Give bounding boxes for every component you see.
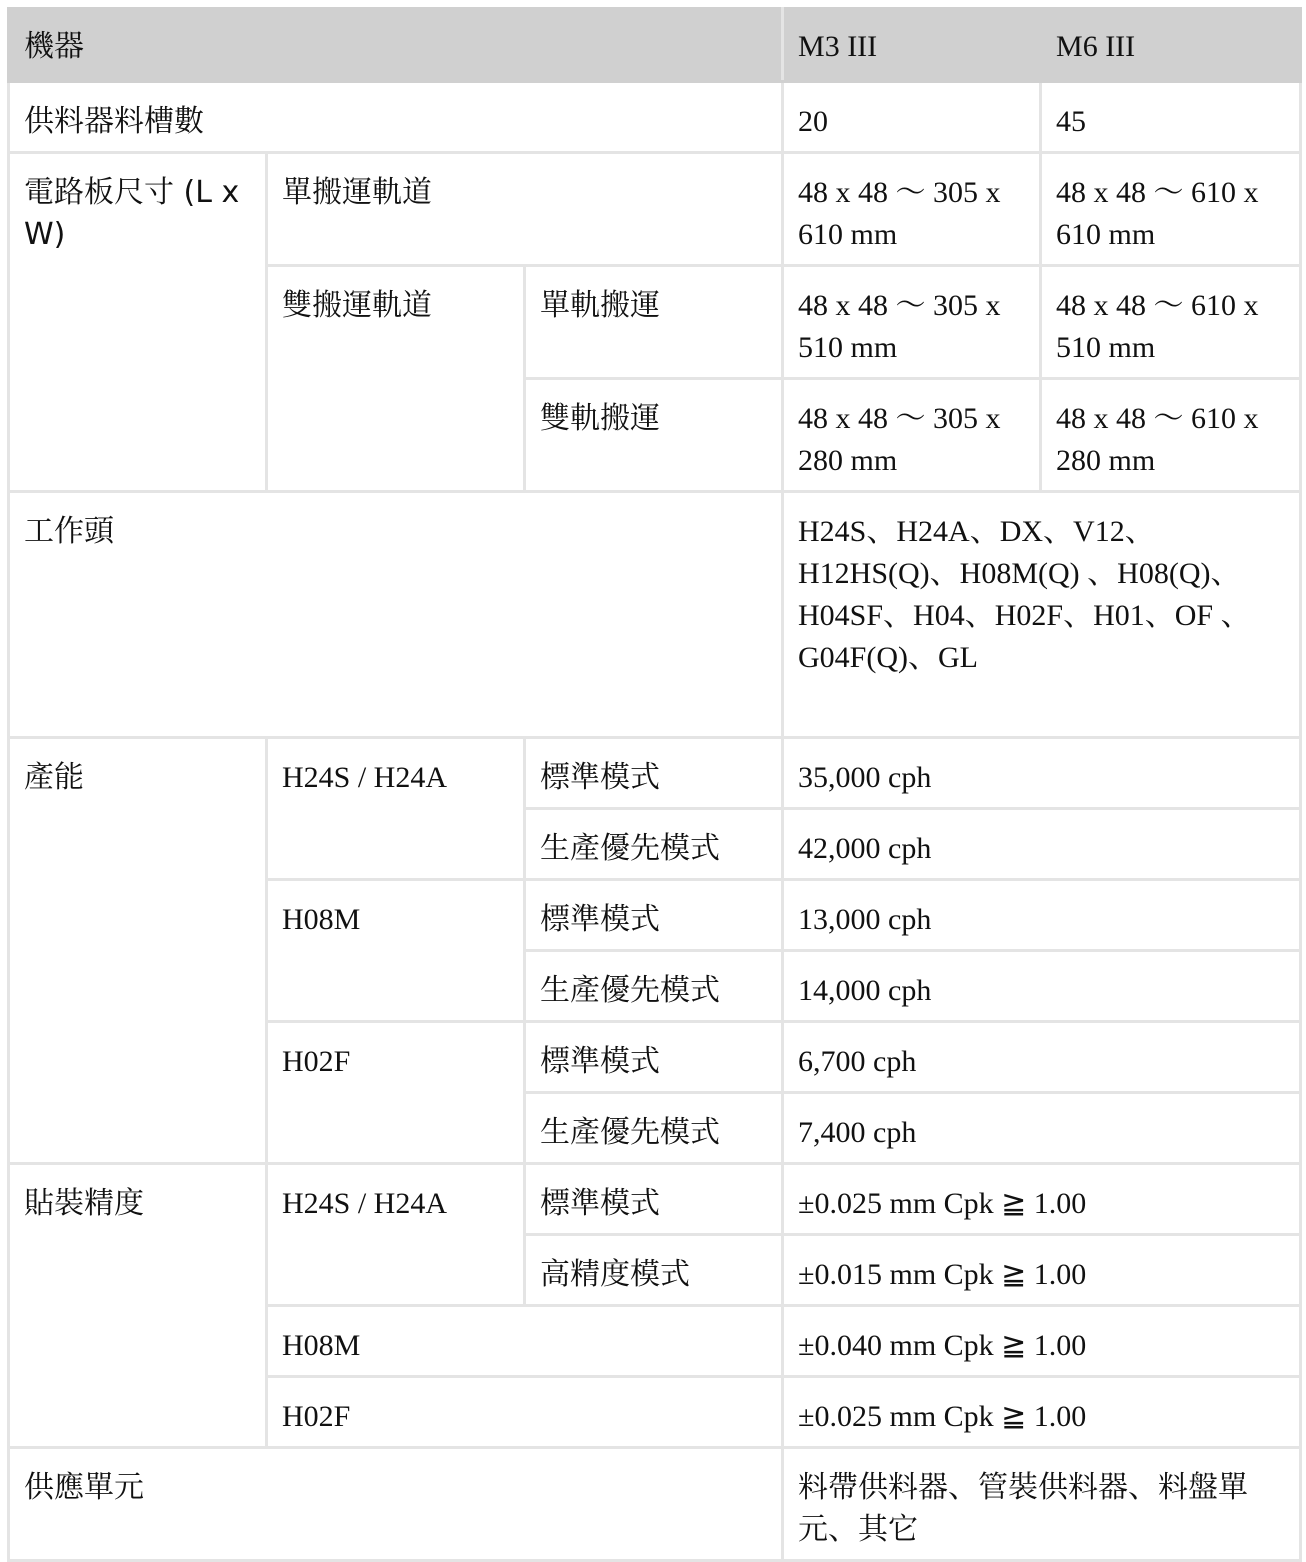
single-lane-m3: 48 x 48 ～ 305 x 610 mm — [783, 153, 1041, 266]
board-size-label: 電路板尺寸 (L x W) — [9, 153, 267, 492]
accuracy-value: ±0.040 mm Cpk ≧ 1.00 — [783, 1306, 1301, 1377]
header-row — [9, 9, 1301, 82]
accuracy-mode: 標準模式 — [525, 1164, 783, 1235]
dual-lane-label: 雙搬運軌道 — [267, 266, 525, 492]
single-transfer-m3: 48 x 48 ～ 305 x 510 mm — [783, 266, 1041, 379]
accuracy-value: ±0.025 mm Cpk ≧ 1.00 — [783, 1164, 1301, 1235]
throughput-value: 6,700 cph — [783, 1022, 1301, 1093]
spec-table-container — [7, 7, 1299, 1562]
throughput-mode: 標準模式 — [525, 738, 783, 809]
accuracy-row — [9, 1164, 1301, 1235]
board-size-single-lane-row — [9, 153, 1301, 266]
throughput-value: 35,000 cph — [783, 738, 1301, 809]
throughput-mode: 標準模式 — [525, 1022, 783, 1093]
accuracy-value: ±0.015 mm Cpk ≧ 1.00 — [783, 1235, 1301, 1306]
throughput-head: H02F — [267, 1022, 525, 1164]
supply-label: 供應單元 — [9, 1448, 783, 1561]
feeder-slots-m6: 45 — [1041, 82, 1301, 153]
spec-table — [7, 7, 1302, 1562]
throughput-head: H08M — [267, 880, 525, 1022]
throughput-value: 14,000 cph — [783, 951, 1301, 1022]
single-lane-m6: 48 x 48 ～ 610 x 610 mm — [1041, 153, 1301, 266]
header-m6: M6 III — [1041, 9, 1301, 82]
accuracy-value: ±0.025 mm Cpk ≧ 1.00 — [783, 1377, 1301, 1448]
throughput-value: 13,000 cph — [783, 880, 1301, 951]
throughput-mode: 生產優先模式 — [525, 809, 783, 880]
throughput-label: 產能 — [9, 738, 267, 1164]
throughput-mode: 標準模式 — [525, 880, 783, 951]
feeder-slots-m3: 20 — [783, 82, 1041, 153]
dual-transfer-label: 雙軌搬運 — [525, 379, 783, 492]
accuracy-mode: 高精度模式 — [525, 1235, 783, 1306]
throughput-head: H24S / H24A — [267, 738, 525, 880]
throughput-value: 42,000 cph — [783, 809, 1301, 880]
heads-label: 工作頭 — [9, 492, 783, 738]
supply-value: 料帶供料器、管裝供料器、料盤單元、其它 — [783, 1448, 1301, 1561]
throughput-mode: 生產優先模式 — [525, 951, 783, 1022]
dual-transfer-m3: 48 x 48 ～ 305 x 280 mm — [783, 379, 1041, 492]
heads-value: H24S、H24A、DX、V12、H12HS(Q)、H08M(Q) 、H08(Q)、 H04SF、H04、H02F、H01、OF 、G04F(Q)、GL — [783, 492, 1301, 738]
single-lane-label: 單搬運軌道 — [267, 153, 783, 266]
header-label: 機器 — [9, 9, 783, 82]
single-transfer-m6: 48 x 48 ～ 610 x 510 mm — [1041, 266, 1301, 379]
accuracy-head: H24S / H24A — [267, 1164, 525, 1306]
header-m3: M3 III — [783, 9, 1041, 82]
throughput-value: 7,400 cph — [783, 1093, 1301, 1164]
feeder-slots-row — [9, 82, 1301, 153]
dual-transfer-m6: 48 x 48 ～ 610 x 280 mm — [1041, 379, 1301, 492]
throughput-mode: 生產優先模式 — [525, 1093, 783, 1164]
feeder-slots-label: 供料器料槽數 — [9, 82, 783, 153]
supply-row — [9, 1448, 1301, 1561]
throughput-row — [9, 738, 1301, 809]
single-transfer-label: 單軌搬運 — [525, 266, 783, 379]
accuracy-head: H02F — [267, 1377, 783, 1448]
heads-row — [9, 492, 1301, 738]
accuracy-label: 貼裝精度 — [9, 1164, 267, 1448]
accuracy-head: H08M — [267, 1306, 783, 1377]
